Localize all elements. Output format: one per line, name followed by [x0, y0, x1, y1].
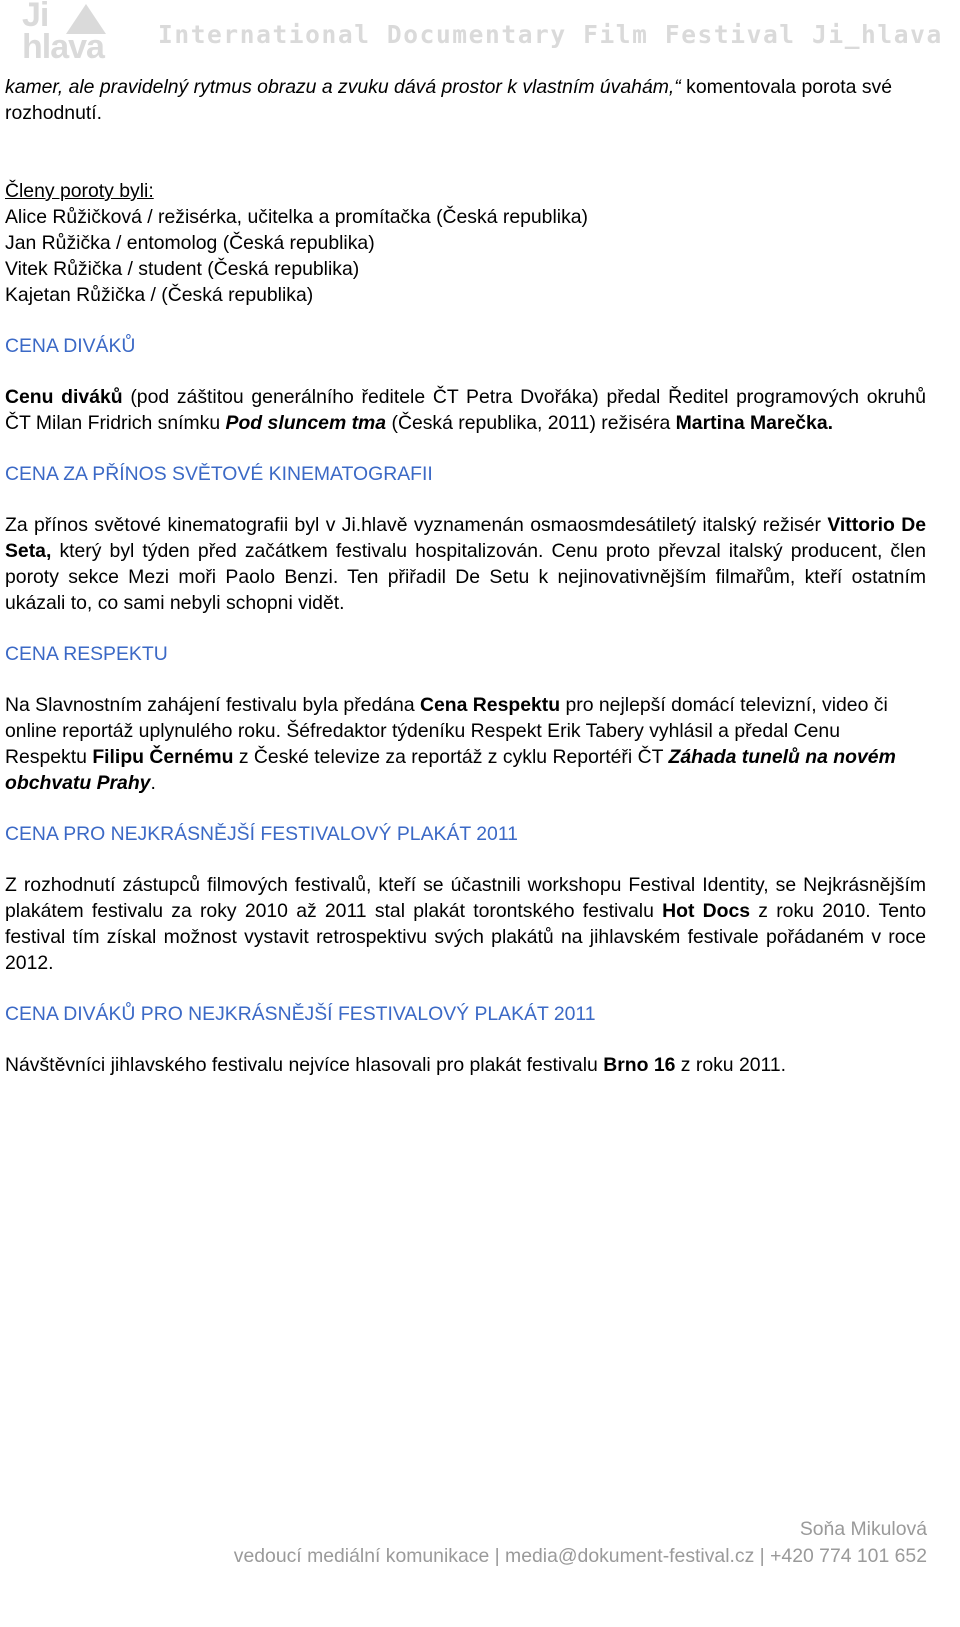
press-release-body — [5, 74, 926, 1078]
world-cinema-paragraph: Za přínos světové kinematografii byl v Ji.hlavě vyznamenán osmaosmdesátiletý italský režisér Vittorio De Seta, který byl týden před začátkem festivalu hospitalizován. Cenu proto převzal italský producent, člen poroty sekce Mezi moři Paolo Benzi. Ten přiřadil De Setu k nejinovativnějším filmařům, kteří ostatním ukázali to, co sami nebyli schopni vidět. — [5, 514, 926, 614]
page-header — [0, 0, 960, 70]
section-heading-audience-award: CENA DIVÁKŮ — [5, 335, 136, 357]
jury-member: Kajetan Růžička / (Česká republika) — [5, 284, 314, 306]
intro-quote: kamer, ale pravidelný rytmus obrazu a zvuku dává prostor k vlastním úvahám,“ — [5, 76, 681, 98]
respekt-award-paragraph: Na Slavnostním zahájení festivalu byla předána Cena Respektu pro nejlepší domácí televizní, video či online reportáž uplynulého roku. Šéfredaktor týdeníku Respekt Erik Tabery vyhlásil a předal Cenu Respektu Filipu Černému z České televize za reportáž z cyklu Reportéři ČT Záhada tunelů na novém obchvatu Prahy. — [5, 694, 896, 794]
page-footer — [234, 1516, 927, 1570]
festival-title: International Documentary Film Festival Ji_hlava — [158, 20, 943, 49]
logo-text-bottom: hlava — [22, 28, 104, 66]
jury-title: Členy poroty byli: — [5, 180, 154, 202]
section-heading-poster-award: CENA PRO NEJKRÁSNĚJŠÍ FESTIVALOVÝ PLAKÁT 2011 — [5, 823, 518, 845]
section-heading-world-cinema-award: CENA ZA PŘÍNOS SVĚTOVÉ KINEMATOGRAFII — [5, 463, 433, 485]
section-heading-respekt-award: CENA RESPEKTU — [5, 643, 168, 665]
footer-name: Soňa Mikulová — [799, 1518, 927, 1540]
footer-contact: vedoucí mediální komunikace | media@dokument-festival.cz | +420 774 101 652 — [233, 1545, 927, 1567]
logo-text-top: Ji — [22, 0, 49, 34]
poster-award-paragraph: Z rozhodnutí zástupců filmových festivalů, kteří se účastnili workshopu Festival Identity, se Nejkrásnějším plakátem festivalu za roky 2010 až 2011 stal plakát torontského festivalu Hot Docs z roku 2010. Tento festival tím získal možnost vystavit retrospektivu svých plakátů na jihlavském festivale pořádaném v roce 2012. — [5, 874, 926, 974]
spacer — [5, 126, 926, 178]
jury-member: Vitek Růžička / student (Česká republika) — [5, 258, 360, 280]
poster-audience-paragraph: Návštěvníci jihlavského festivalu nejvíce hlasovali pro plakát festivalu Brno 16 z roku 2011. — [5, 1054, 787, 1076]
audience-award-paragraph: Cenu diváků (pod záštitou generálního ředitele ČT Petra Dvořáka) předal Ředitel programových okruhů ČT Milan Fridrich snímku Pod sluncem tma (Česká republika, 2011) režiséra Martina Marečka. — [5, 386, 926, 434]
festival-logo — [22, 0, 114, 66]
film-title: Pod sluncem tma — [225, 412, 387, 434]
jury-member: Alice Růžičková / režisérka, učitelka a promítačka (Česká republika) — [5, 206, 589, 228]
jury-member: Jan Růžička / entomolog (Česká republika) — [5, 232, 375, 254]
report-title: Záhada tunelů na novém obchvatu Prahy — [5, 746, 896, 794]
intro-paragraph: kamer, ale pravidelný rytmus obrazu a zvuku dává prostor k vlastním úvahám,“ komentovala porota své rozhodnutí. — [5, 76, 892, 124]
section-heading-poster-audience-award: CENA DIVÁKŮ PRO NEJKRÁSNĚJŠÍ FESTIVALOVÝ PLAKÁT 2011 — [5, 1003, 596, 1025]
